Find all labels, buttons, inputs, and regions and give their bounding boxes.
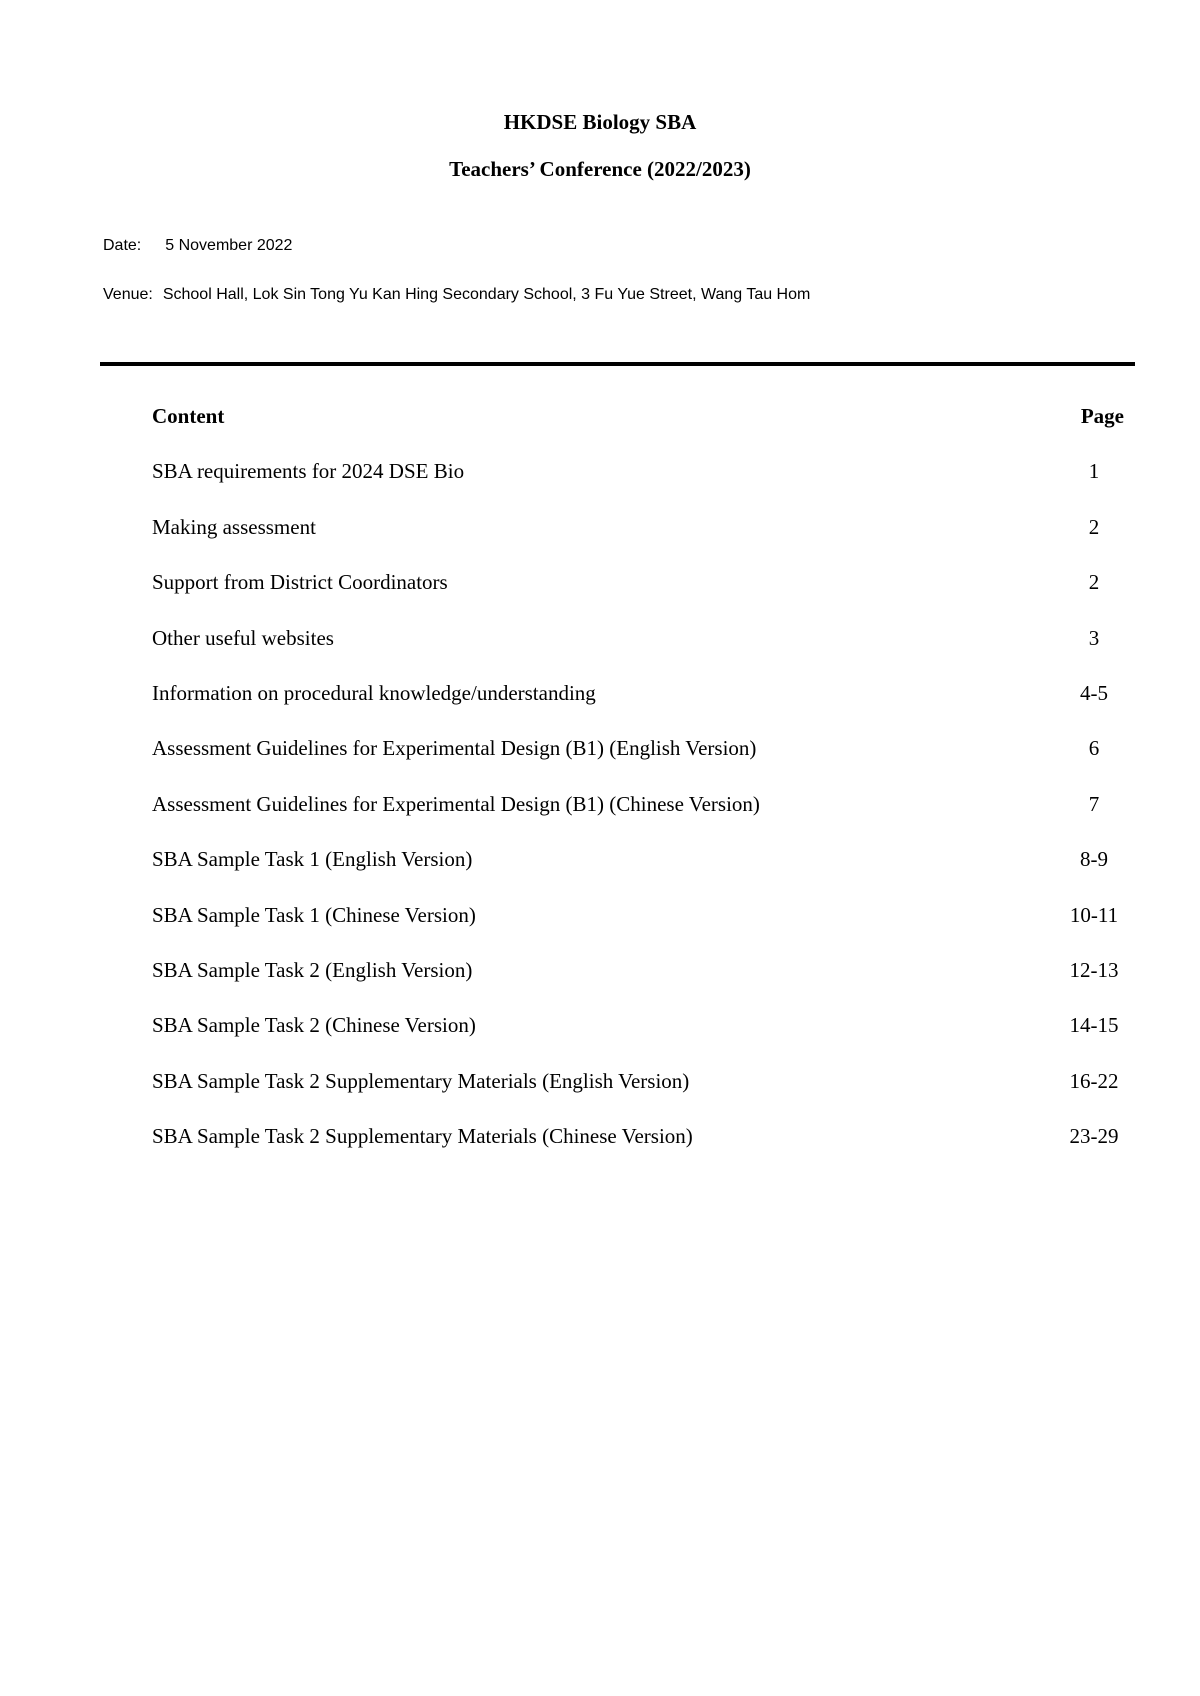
toc-row-content: SBA Sample Task 2 Supplementary Materials (English Version) (152, 1068, 690, 1093)
toc-row-content: Other useful websites (152, 625, 334, 650)
toc-row-page: 23-29 (1069, 1124, 1119, 1149)
toc-row-page: 2 (1088, 570, 1100, 595)
toc-row-content: SBA Sample Task 2 Supplementary Materials (Chinese Version) (152, 1124, 693, 1149)
toc-row-page: 6 (1088, 736, 1100, 761)
toc-header-content: Content (152, 404, 225, 428)
toc-row-page: 16-22 (1069, 1068, 1119, 1093)
toc-row (152, 1013, 1124, 1068)
venue-label: Venue: (103, 286, 153, 303)
toc-row (152, 903, 1124, 958)
toc-row (152, 570, 1124, 625)
toc-header (152, 404, 1124, 459)
toc-row-content: SBA Sample Task 1 (Chinese Version) (152, 902, 476, 927)
toc-row-page: 12-13 (1069, 957, 1119, 982)
toc-row (152, 681, 1124, 736)
toc-row (152, 515, 1124, 570)
date-label: Date: (103, 237, 142, 254)
toc-row (152, 459, 1124, 514)
toc-row-content: Assessment Guidelines for Experimental Design (B1) (Chinese Version) (152, 791, 760, 816)
toc-row-page: 14-15 (1069, 1013, 1119, 1038)
toc-row-content: Assessment Guidelines for Experimental Design (B1) (English Version) (152, 736, 757, 761)
venue-value: School Hall, Lok Sin Tong Yu Kan Hing Secondary School, 3 Fu Yue Street, Wang Tau Hom (162, 286, 811, 303)
toc-row-page: 7 (1088, 791, 1100, 816)
toc-row (152, 958, 1124, 1013)
date-value: 5 November 2022 (165, 237, 293, 254)
toc-row-content: Support from District Coordinators (152, 570, 448, 595)
horizontal-divider (100, 362, 1135, 366)
toc-row (152, 792, 1124, 847)
toc-row (152, 1124, 1124, 1179)
date-row (103, 237, 292, 255)
document-title: HKDSE Biology SBA (503, 110, 697, 134)
toc-row-page: 4-5 (1080, 680, 1108, 705)
toc-row (152, 1069, 1124, 1124)
toc-row (152, 626, 1124, 681)
toc-row-page: 3 (1088, 625, 1100, 650)
toc-row-page: 8-9 (1080, 847, 1108, 872)
toc-row (152, 736, 1124, 791)
toc-row-page: 1 (1088, 459, 1100, 484)
toc-row-content: Information on procedural knowledge/understanding (152, 680, 596, 705)
toc-row-content: Making assessment (152, 514, 316, 539)
toc-header-page: Page (1080, 404, 1124, 428)
table-of-contents (152, 404, 1124, 1179)
toc-row-content: SBA Sample Task 2 (Chinese Version) (152, 1013, 476, 1038)
toc-row (152, 847, 1124, 902)
toc-row-page: 2 (1088, 514, 1100, 539)
document-subtitle: Teachers’ Conference (2022/2023) (449, 157, 751, 181)
toc-row-content: SBA Sample Task 2 (English Version) (152, 957, 473, 982)
toc-row-content: SBA requirements for 2024 DSE Bio (152, 459, 465, 484)
toc-row-page: 10-11 (1069, 902, 1119, 927)
toc-row-content: SBA Sample Task 1 (English Version) (152, 847, 473, 872)
venue-row (103, 286, 810, 304)
